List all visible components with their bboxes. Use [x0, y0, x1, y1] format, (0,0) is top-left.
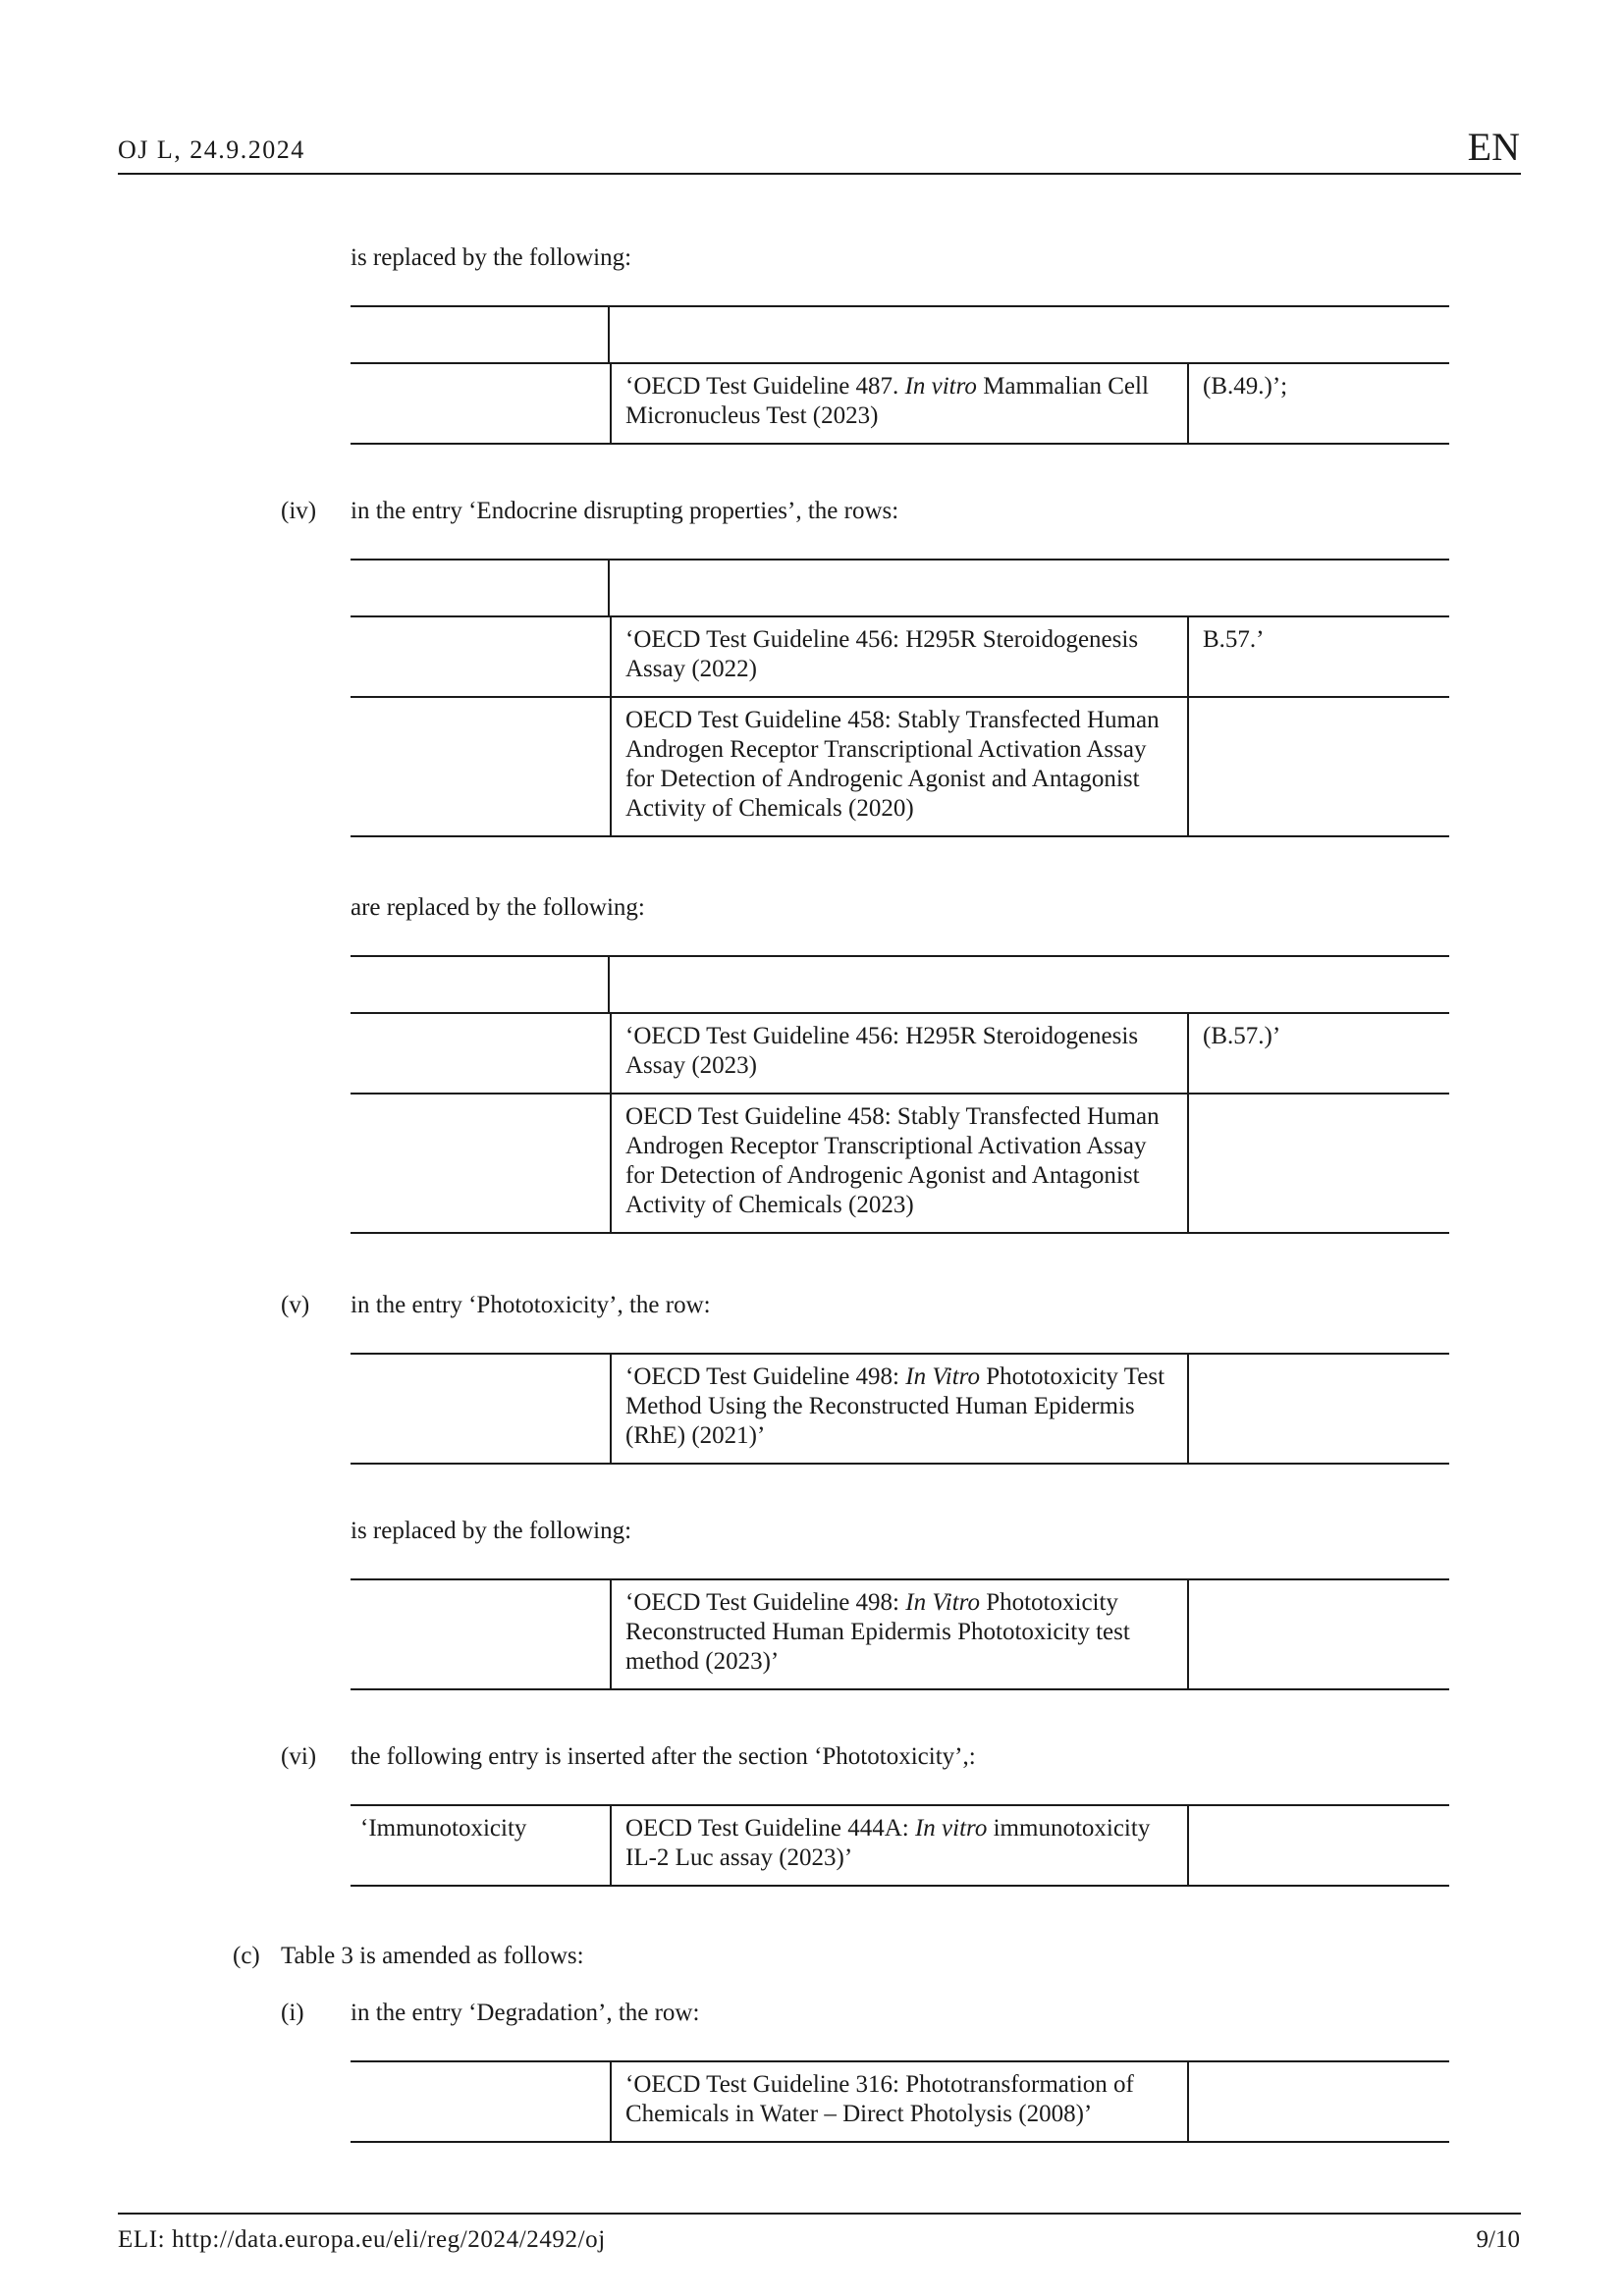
- table-3: [351, 955, 1449, 1234]
- header-rule: [118, 173, 1521, 175]
- language-code: EN: [1467, 125, 1520, 169]
- replaced-intro-3: is replaced by the following:: [351, 1518, 632, 1544]
- table-cell: ‘OECD Test Guideline 316: Phototransformation of Chemicals in Water – Direct Photolysis (2008)’: [610, 2062, 1189, 2141]
- table-row: [351, 615, 1449, 696]
- table-row: [351, 305, 1449, 362]
- table-cell: ‘OECD Test Guideline 498: In Vitro Phototoxicity Test Method Using the Reconstructed Human Epidermis (RhE) (2021)’: [610, 1355, 1189, 1463]
- item-number-c: (c): [233, 1943, 260, 1969]
- table-row: [351, 1578, 1449, 1690]
- item-number-i: (i): [281, 2000, 304, 2026]
- table-cell: OECD Test Guideline 458: Stably Transfected Human Androgen Receptor Transcriptional Activation Assay for Detection of Androgenic Agonist and Antagonist Activity of Chemicals (2020): [610, 698, 1189, 835]
- table-cell: OECD Test Guideline 444A: In vitro immunotoxicity IL-2 Luc assay (2023)’: [610, 1806, 1189, 1885]
- table-row: [351, 696, 1449, 837]
- table-cell: ‘OECD Test Guideline 456: H295R Steroidogenesis Assay (2022): [610, 617, 1189, 696]
- table-5: [351, 1578, 1449, 1690]
- table-row: [351, 955, 1449, 1012]
- page-number: 9/10: [1476, 2226, 1520, 2253]
- table-4: [351, 1353, 1449, 1465]
- item-number-iv: (iv): [281, 498, 317, 524]
- table-1: [351, 305, 1449, 445]
- table-row: [351, 1353, 1449, 1465]
- table-cell: ‘Immunotoxicity: [360, 1815, 527, 1842]
- footer-rule: [118, 2213, 1521, 2215]
- table-cell: ‘OECD Test Guideline 487. In vitro Mammalian Cell Micronucleus Test (2023): [610, 364, 1189, 443]
- eli-link[interactable]: ELI: http://data.europa.eu/eli/reg/2024/2492/oj: [118, 2226, 606, 2253]
- journal-reference: OJ L, 24.9.2024: [118, 135, 305, 164]
- table-row: [351, 559, 1449, 615]
- table-row: [351, 362, 1449, 445]
- table-row: [351, 2060, 1449, 2143]
- table-cell: ‘OECD Test Guideline 456: H295R Steroidogenesis Assay (2023): [610, 1014, 1189, 1093]
- table-cell: B.57.’: [1203, 626, 1265, 653]
- item-number-vi: (vi): [281, 1743, 317, 1770]
- table-row: [351, 1804, 1449, 1887]
- table-row: [351, 1012, 1449, 1093]
- table-2: [351, 559, 1449, 837]
- table-row: [351, 1093, 1449, 1234]
- item-text-i: in the entry ‘Degradation’, the row:: [351, 2000, 700, 2026]
- item-number-v: (v): [281, 1292, 310, 1318]
- table-cell: ‘OECD Test Guideline 498: In Vitro Phototoxicity Reconstructed Human Epidermis Phototoxicity test method (2023)’: [610, 1580, 1189, 1688]
- table-6: [351, 1804, 1449, 1887]
- item-text-iv: in the entry ‘Endocrine disrupting properties’, the rows:: [351, 498, 899, 524]
- table-7: [351, 2060, 1449, 2143]
- table-cell: (B.57.)’: [1203, 1023, 1281, 1049]
- item-text-v: in the entry ‘Phototoxicity’, the row:: [351, 1292, 711, 1318]
- replaced-intro-2: are replaced by the following:: [351, 894, 645, 921]
- item-text-c: Table 3 is amended as follows:: [281, 1943, 584, 1969]
- table-cell: (B.49.)’;: [1203, 373, 1288, 400]
- item-text-vi: the following entry is inserted after the section ‘Phototoxicity’,:: [351, 1743, 976, 1770]
- table-cell: OECD Test Guideline 458: Stably Transfected Human Androgen Receptor Transcriptional Activation Assay for Detection of Androgenic Agonist and Antagonist Activity of Chemicals (2023): [610, 1095, 1189, 1232]
- replaced-intro-1: is replaced by the following:: [351, 244, 632, 271]
